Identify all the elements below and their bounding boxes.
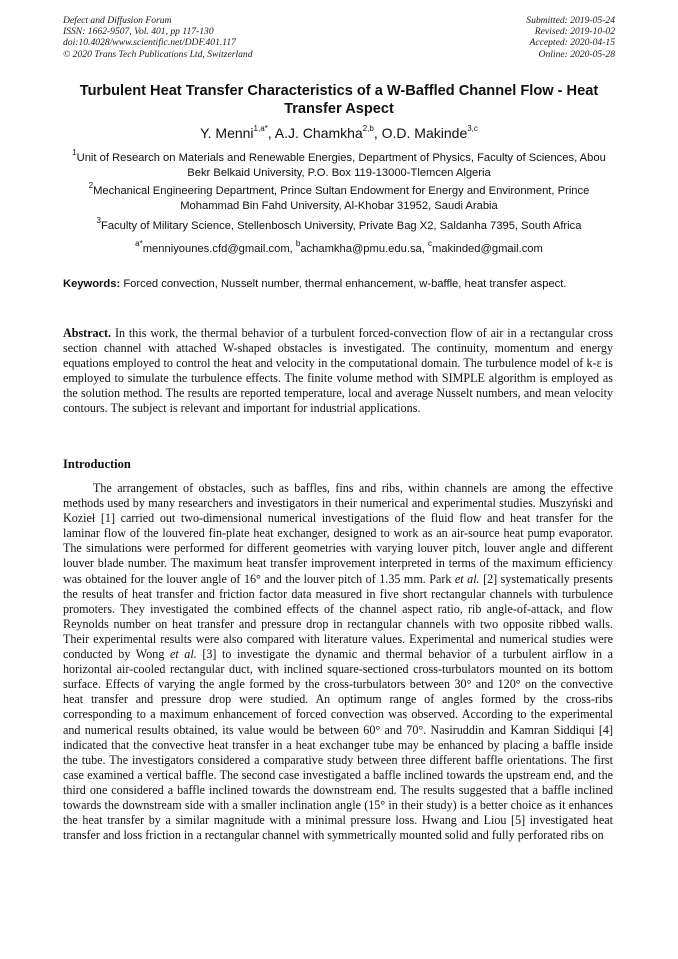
introduction-heading: Introduction [63, 457, 131, 471]
affiliation-number: 2 [88, 181, 94, 191]
affiliation [60, 181, 618, 213]
email-entry [427, 239, 543, 255]
introduction-body [63, 481, 613, 843]
email-link[interactable]: achamkha@pmu.edu.sa [300, 243, 422, 255]
author-affiliation-marker: 1,a* [253, 124, 268, 134]
paper-title: Turbulent Heat Transfer Characteristics of a W-Baffled Channel Flow - Heat Transfer Aspect [79, 83, 599, 117]
author-affiliation-marker: 3,c [467, 124, 478, 134]
abstract-block [63, 326, 613, 415]
online-date: Online: 2020-05-28 [538, 48, 615, 60]
email-separator: , [421, 243, 428, 255]
abstract-label: Abstract. [63, 326, 112, 340]
email-separator: , [289, 243, 296, 255]
author-separator: , [267, 125, 275, 141]
email-link[interactable]: makinded@gmail.com [431, 243, 543, 255]
author-separator: , [373, 125, 382, 141]
author-list [60, 124, 618, 142]
journal-name: Defect and Diffusion Forum [63, 15, 172, 26]
email-marker: c [427, 239, 432, 249]
affiliation-text: Unit of Research on Materials and Renewable Energies, Department of Physics, Faculty of Sciences, Abou Bekr Belkaid University, P.O. Box 119-13000-Tlemcen Algeria [76, 152, 606, 179]
keywords-text: Forced convection, Nusselt number, thermal enhancement, w-baffle, heat transfer aspect. [123, 278, 567, 290]
italic-text: et al. [169, 647, 197, 662]
author-name: A.J. Chamkha [274, 125, 363, 141]
affiliation-text: Faculty of Military Science, Stellenbosch University, Private Bag X2, Saldanha 7395, South Africa [100, 220, 582, 232]
email-marker: a* [135, 239, 143, 249]
body-text: [3] to investigate the dynamic and thermal behavior of a turbulent airflow in a horizontal air-cooled rectangular duct, with inclined square-sectioned cross-turbulators mounted on its bottom surface. Effects of varying the angle formed by the cross-turbulators between 30° and 120° on the convective heat transfer and pressure drop were studied. An optimum range of angles formed by the cross-ribs corresponding to a maximum enhancement of forced convection was observed. According to the experimental and numerical results obtained, its value would be between 60° and 70°. Nasiruddin and Kamran Siddiqui [4] indicated that the convective heat transfer in a heat exchanger tube may be enhanced by placing a baffle inside the tube. The investigators considered a comparative study between three different baffle orientations. The first case examined a vertical baffle. The second case investigated a baffle inclined towards the upstream end, and the third one considered a baffle inclined towards the downstream end. The results suggested that a baffle inclined towards the downstream side with a smaller inclination angle (15° in their study) is a better choice as it enhances the heat transfer by a similar magnitude with a minimal pressure loss. Hwang and Liou [5] investigated heat transfer and loss friction in a rectangular channel with symmetrically mounted solid and fully perforated ribs on [63, 647, 613, 843]
author-affiliation-marker: 2,b [362, 124, 374, 134]
email-list [60, 239, 618, 257]
email-marker: b [295, 239, 301, 249]
submitted-date: Submitted: 2019-05-24 [526, 15, 615, 26]
keywords-block [63, 277, 612, 292]
italic-text: et al. [454, 571, 480, 586]
revised-date: Revised: 2019-10-02 [534, 26, 615, 38]
accepted-date: Accepted: 2020-04-15 [529, 37, 615, 49]
body-text: [2] systematically presents the results of heat transfer and friction factor data measured in five short rectangular channels with turbulence promoters. They investigated the combined effects of the channel aspect ratio, rib angle-of-attack, and flow Reynolds number on heat transfer and pressure drop in rectangular channels with two opposite ribbed walls. Their experimental results were also compared with literature values. Experimental and numerical studies were conducted by Wong [63, 571, 613, 662]
email-entry [135, 239, 296, 255]
email-link[interactable]: menniyounes.cfd@gmail.com [142, 243, 290, 255]
doi-link[interactable]: doi:10.4028/www.scientific.net/DDF.401.117 [63, 37, 236, 49]
issn-line: ISSN: 1662-9507, Vol. 401, pp 117-130 [63, 26, 214, 38]
author-name: O.D. Makinde [381, 125, 468, 141]
publication-dates [526, 15, 615, 60]
affiliation [60, 216, 618, 234]
abstract-text: In this work, the thermal behavior of a turbulent forced-convection flow of air in a rectangular cross section channel with attached W-shaped obstacles is investigated. The continuity, momentum and energy equations employed to control the heat and velocity in the computational domain. The turbulence model of k-ε is employed to simulate the turbulence effects. The finite volume method with SIMPLE algorithm is employed as the solution method. The results are reported temperature, local and average Nusselt numbers, and mean velocity contours. The subject is relevant and important for industrial applications. [63, 326, 613, 415]
affiliation-number: 1 [72, 148, 77, 158]
email-entry [295, 239, 428, 255]
author [200, 125, 275, 141]
affiliation-number: 3 [96, 216, 101, 226]
author [275, 125, 382, 141]
copyright: © 2020 Trans Tech Publications Ltd, Switzerland [63, 48, 253, 60]
affiliation-text: Mechanical Engineering Department, Prince Sultan Endowment for Energy and Environment, Prince Mohammad Bin Fahd University, Al-Khobar 31952, Saudi Arabia [93, 185, 590, 212]
keywords-label: Keywords: [63, 278, 121, 290]
author-name: Y. Menni [200, 125, 254, 141]
journal-info [63, 15, 253, 60]
affiliation [60, 148, 618, 180]
author [382, 125, 478, 141]
body-text: The arrangement of obstacles, such as baffles, fins and ribs, within channels are among the effective methods used by many researchers and investigators in their numerical and experimental studies. Muszyński and Kozieł [1] carried out two-dimensional numerical investigations of the fluid flow and heat transfer for the laminar flow of the louvered fin-plate heat exchanger, designed to work as an air-source heat pump evaporator. The simulations were performed for different geometries with varying louver pitch, louver angle and different louver blade number. The maximum heat transfer improvement interpreted in terms of the maximum efficiency was obtained for the louver angle of 16° and the louver pitch of 1.35 mm. Park [63, 481, 613, 586]
